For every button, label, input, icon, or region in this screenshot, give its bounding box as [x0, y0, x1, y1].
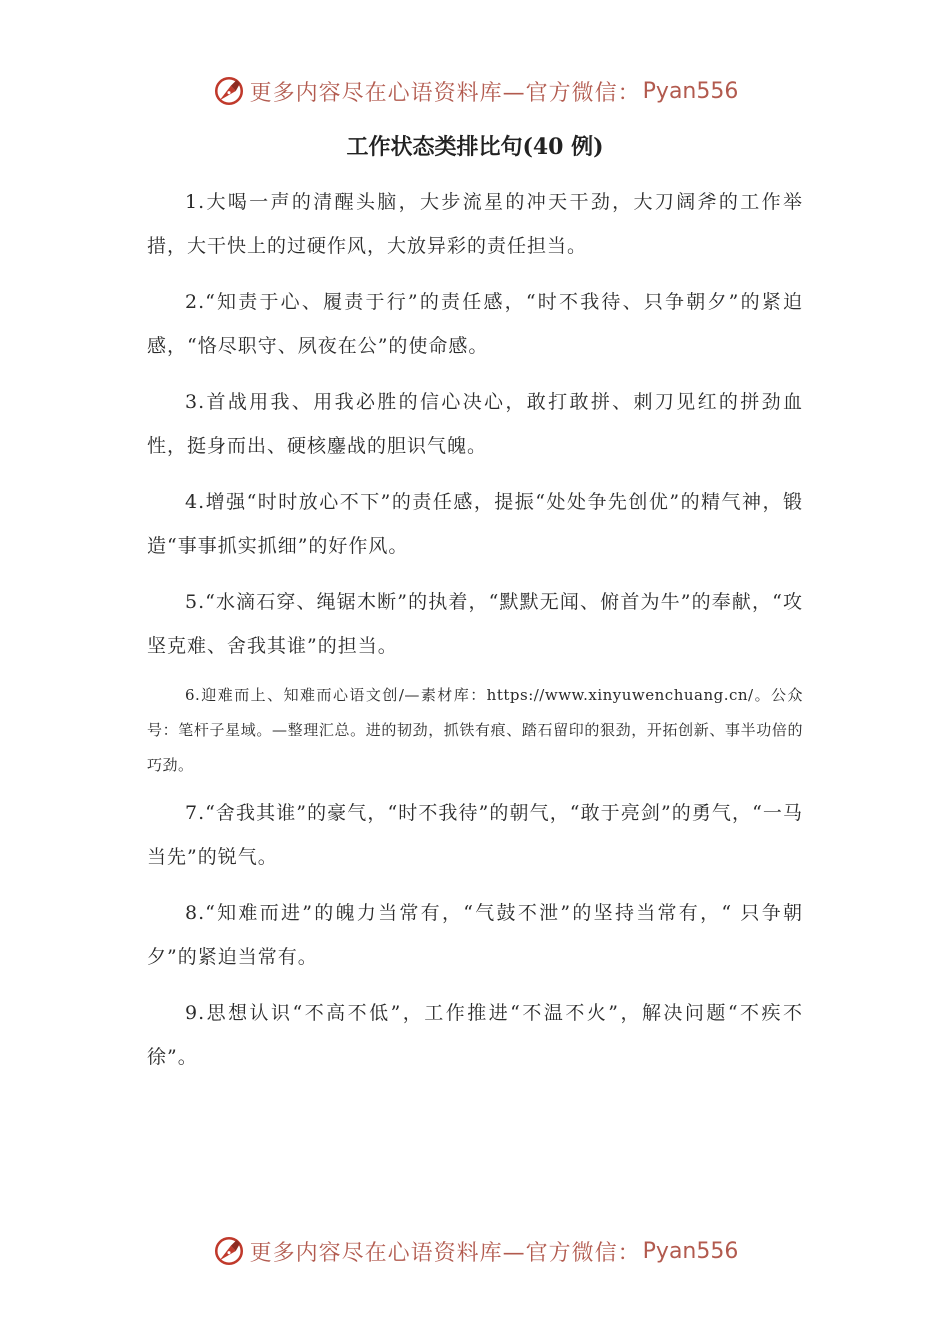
banner-text: 更多内容尽在心语资料库—官方微信：: [249, 80, 641, 106]
wechat-id: Pyan556: [642, 1238, 739, 1264]
paragraph-8: 8.“知难而进”的魄力当常有，“气鼓不泄”的坚持当常有，“ 只争朝夕”的紧迫当常有。: [147, 902, 803, 968]
paragraph-2: 2.“知责于心、履责于行”的责任感，“时不我待、只争朝夕”的紧迫感，“恪尽职守、夙夜在公”的使命感。: [147, 291, 803, 357]
paragraph-6: 6.迎难而上、知难而心语文创/—素材库：https://www.xinyuwenchuang.cn/。公众号：笔杆子星域。—整理汇总。进的韧劲，抓铁有痕、踏石留印的狠劲，开拓创新、事半功倍的巧劲。: [147, 686, 803, 774]
pen-nib-logo-icon: [212, 1234, 246, 1268]
paragraph-7: 7.“舍我其谁”的豪气，“时不我待”的朝气，“敢于亮剑”的勇气，“一马当先”的锐气。: [147, 802, 803, 868]
wechat-id: Pyan556: [642, 78, 739, 104]
header-banner: [0, 74, 950, 108]
banner-text: 更多内容尽在心语资料库—官方微信：: [249, 1240, 641, 1266]
paragraph-4: 4.增强“时时放心不下”的责任感，提振“处处争先创优”的精气神，锻造“事事抓实抓细”的好作风。: [147, 491, 803, 557]
pen-nib-logo-icon: [212, 74, 246, 108]
paragraph-1: 1.大喝一声的清醒头脑，大步流星的冲天干劲，大刀阔斧的工作举措，大干快上的过硬作风，大放异彩的责任担当。: [147, 191, 803, 257]
document-body: [147, 180, 803, 1091]
paragraph-3: 3.首战用我、用我必胜的信心决心，敢打敢拼、刺刀见红的拼劲血性，挺身而出、硬核鏖战的胆识气魄。: [147, 391, 803, 457]
paragraph-9: 9.思想认识“不高不低”，工作推进“不温不火”，解决问题“不疾不徐”。: [147, 1002, 803, 1068]
paragraph-5: 5.“水滴石穿、绳锯木断”的执着，“默默无闻、俯首为牛”的奉献，“攻坚克难、舍我其谁”的担当。: [147, 591, 803, 657]
footer-banner: [0, 1234, 950, 1268]
document-title: 工作状态类排比句(40 例): [346, 134, 604, 160]
